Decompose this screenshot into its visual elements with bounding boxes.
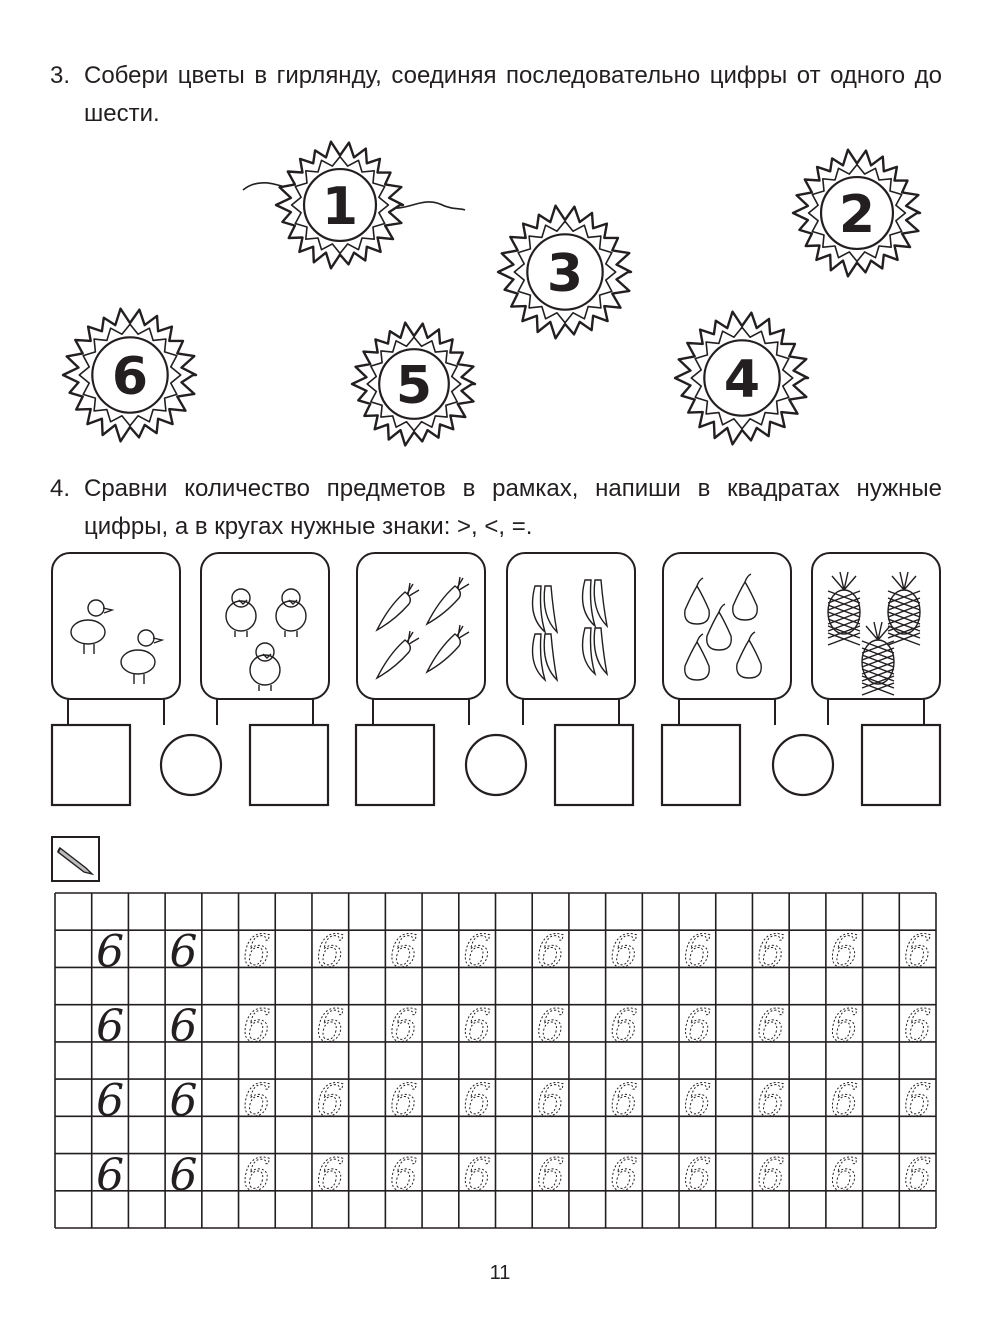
tracing-digit-6[interactable]: 6 xyxy=(389,1150,418,1202)
tracing-digit-6[interactable]: 6 xyxy=(756,1150,785,1202)
page-number: 11 xyxy=(489,1262,511,1284)
tracing-digit-6[interactable]: 6 xyxy=(242,926,271,978)
tracing-digit-6[interactable]: 6 xyxy=(609,1150,638,1202)
sample-digit-6: 6 xyxy=(96,1150,125,1202)
task-4-number: 4. xyxy=(50,475,71,502)
tracing-digit-6[interactable]: 6 xyxy=(830,1150,859,1202)
tracing-digit-6[interactable]: 6 xyxy=(316,1001,345,1053)
tracing-digit-6[interactable]: 6 xyxy=(903,1150,932,1202)
tracing-digit-6[interactable]: 6 xyxy=(242,1075,271,1127)
tracing-digit-6[interactable]: 6 xyxy=(536,1075,565,1127)
sample-digit-6: 6 xyxy=(96,1075,125,1127)
tracing-digit-6[interactable]: 6 xyxy=(609,1075,638,1127)
tracing-digit-6[interactable]: 6 xyxy=(903,1001,932,1053)
sample-digit-6: 6 xyxy=(169,1150,198,1202)
tracing-digit-6[interactable]: 6 xyxy=(463,926,492,978)
tracing-digit-6[interactable]: 6 xyxy=(242,1150,271,1202)
tracing-digit-6[interactable]: 6 xyxy=(389,1001,418,1053)
tracing-digit-6[interactable]: 6 xyxy=(389,926,418,978)
sample-digit-6: 6 xyxy=(169,1001,198,1053)
tracing-digit-6[interactable]: 6 xyxy=(316,926,345,978)
pencil-icon xyxy=(52,837,99,881)
tracing-digit-6[interactable]: 6 xyxy=(756,1001,785,1053)
sample-digit-6: 6 xyxy=(96,926,125,978)
sample-digit-6: 6 xyxy=(169,926,198,978)
tracing-digit-6[interactable]: 6 xyxy=(683,926,712,978)
flower-3-number: 3 xyxy=(546,244,584,304)
tracing-digit-6[interactable]: 6 xyxy=(463,1001,492,1053)
task-3-number: 3. xyxy=(50,62,71,89)
tracing-digit-6[interactable]: 6 xyxy=(830,1001,859,1053)
tracing-digit-6[interactable]: 6 xyxy=(683,1001,712,1053)
flower-4-number: 4 xyxy=(723,350,761,410)
tracing-digit-6[interactable]: 6 xyxy=(463,1150,492,1202)
flower-1-number: 1 xyxy=(321,177,359,237)
sample-digit-6: 6 xyxy=(169,1075,198,1127)
tracing-digit-6[interactable]: 6 xyxy=(536,1001,565,1053)
flower-5-number: 5 xyxy=(395,356,433,416)
flower-6-number: 6 xyxy=(111,347,149,407)
tracing-digit-6[interactable]: 6 xyxy=(389,1075,418,1127)
tracing-digit-6[interactable]: 6 xyxy=(609,926,638,978)
tracing-digit-6[interactable]: 6 xyxy=(463,1075,492,1127)
tracing-digit-6[interactable]: 6 xyxy=(316,1075,345,1127)
tracing-digit-6[interactable]: 6 xyxy=(903,1075,932,1127)
tracing-digit-6[interactable]: 6 xyxy=(830,1075,859,1127)
sample-digit-6: 6 xyxy=(96,1001,125,1053)
tracing-digit-6[interactable]: 6 xyxy=(242,1001,271,1053)
flower-2-number: 2 xyxy=(838,185,876,245)
tracing-digit-6[interactable]: 6 xyxy=(609,1001,638,1053)
tracing-digit-6[interactable]: 6 xyxy=(683,1075,712,1127)
tracing-digit-6[interactable]: 6 xyxy=(683,1150,712,1202)
tracing-digit-6[interactable]: 6 xyxy=(830,926,859,978)
tracing-digit-6[interactable]: 6 xyxy=(903,926,932,978)
tracing-digit-6[interactable]: 6 xyxy=(536,926,565,978)
tracing-digit-6[interactable]: 6 xyxy=(536,1150,565,1202)
task-4-instruction: Сравни количество предметов в рамках, напиши в квадратах нужные цифры, а в кругах нужные знаки: >, <, =. xyxy=(84,475,942,540)
tracing-digit-6[interactable]: 6 xyxy=(756,926,785,978)
task-3-instruction: Собери цветы в гирлянду, соединяя последовательно цифры от одного до шести. xyxy=(84,62,942,127)
tracing-digit-6[interactable]: 6 xyxy=(316,1150,345,1202)
tracing-digit-6[interactable]: 6 xyxy=(756,1075,785,1127)
